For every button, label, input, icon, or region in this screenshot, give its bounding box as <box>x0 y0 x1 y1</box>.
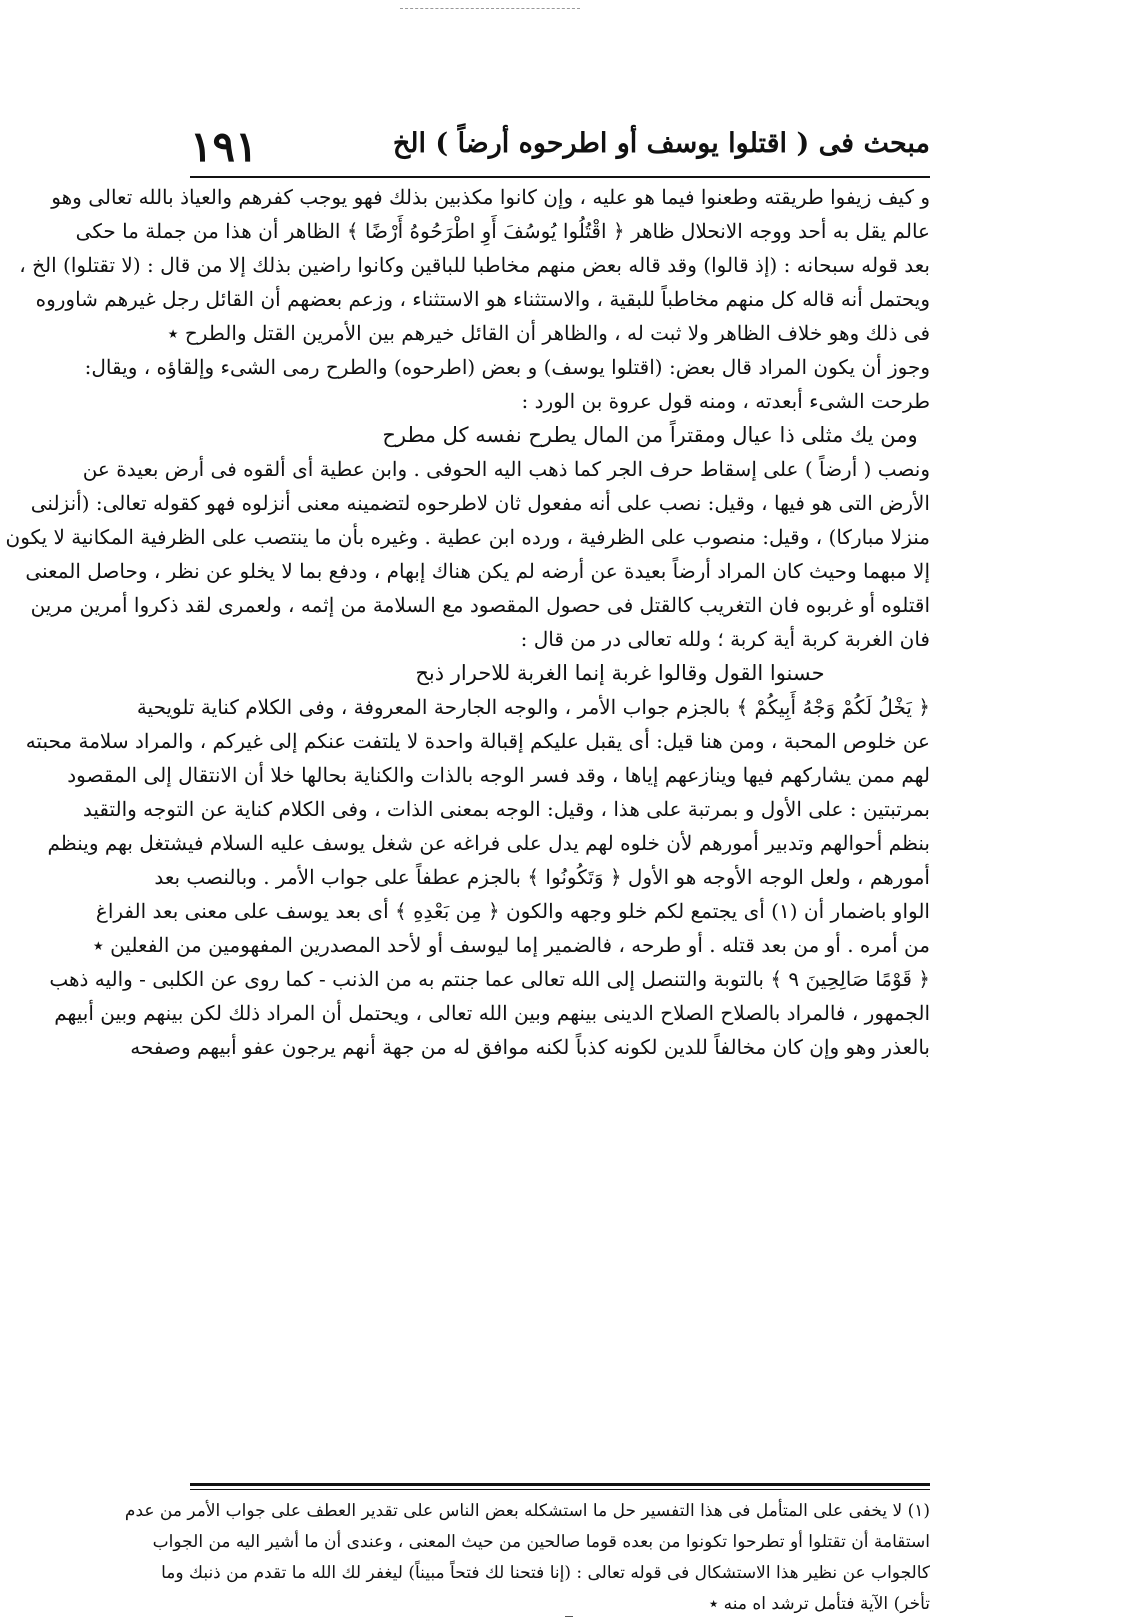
poem-verse: ومن يك مثلى ذا عيال ومقتراً من المال يطرح نفسه كل مطرح <box>382 423 918 447</box>
footnote-line: استقامة أن تقتلوا أو تطرحوا تكونوا من بعده قوما صالحين من حيث المعنى ، وعندى أن ما أشير اليه من الجواب <box>152 1532 930 1552</box>
text-line: الأرض التى هو فيها ، وقيل: نصب على أنه مفعول ثان لاطرحوه لتضمينه معنى أنزلوه فهو كقوله تعالى: (أنزلنى <box>30 491 930 515</box>
text-line: من أمره . أو من بعد قتله . أو طرحه ، فالضمير إما ليوسف أو لأحد المصدرين المفهومين من الفعلين ٭ <box>92 933 930 957</box>
text-line: إلا مبهما وحيث كان المراد أرضاً بعيدة عن أرضه لم يكن هناك إبهام ، ودفع بما لا يخلو عن نظر ، وحاصل المعنى <box>25 559 930 583</box>
text-line: ﴿ يَخْلُ لَكُمْ وَجْهُ أَبِيكُمْ ﴾ بالجزم جواب الأمر ، والوجه الجارحة المعروفة ، وفى الكلام كناية تلويحية <box>136 695 930 719</box>
text-line: عالم يقل به أحد ووجه الانحلال ظاهر ﴿ اقْتُلُوا يُوسُفَ أَوِ اطْرَحُوهُ أَرْضًا ﴾ الظاهر أن هذا من جملة ما حكى <box>75 219 930 243</box>
text-line: اقتلوه أو غربوه فان التغريب كالقتل فى حصول المقصود مع السلامة من إثمه ، ولعمرى لقد ذكروا أمرين مرين <box>30 593 930 617</box>
text-line: أمورهم ، ولعل الوجه الأوجه هو الأول ﴿ وَتَكُونُوا ﴾ بالجزم عطفاً على جواب الأمر . وبالنصب بعد <box>154 865 930 889</box>
text-line: ويحتمل أنه قاله كل منهم مخاطباً للبقية ، والاستثناء هو الاستثناء ، وزعم بعضهم أن القائل رجل غيرهم شاوروه <box>35 287 930 311</box>
text-line: الجمهور ، فالمراد بالصلاح الصلاح الدينى بينهم وبين الله تعالى ، ويحتمل أن المراد ذلك لكن بينهم وبين أبيهم <box>54 1001 930 1025</box>
text-line: منزلا مباركا) ، وقيل: منصوب على الظرفية ، ورده ابن عطية . وغيره بأن ما ينتصب على الظرفية المكانية لا يكون <box>5 525 930 549</box>
footnote <box>124 1496 930 1620</box>
running-title: مبحث فى ( اقتلوا يوسف أو اطرحوه أرضاً ) الخ <box>392 128 930 159</box>
text-line: ﴿ قَوْمًا صَالِحِينَ ٩ ﴾ بالتوبة والتنصل إلى الله تعالى عما جنتم به من الذنب - كما روى عن الكلبى - واليه ذهب <box>49 967 930 991</box>
text-line: الواو باضمار أن (١) أى يجتمع لكم خلو وجهه والكون ﴿ مِن بَعْدِهِ ﴾ أى بعد يوسف على معنى بعد الفراغ <box>95 899 930 923</box>
text-line: بنظم أحوالهم وتدبير أمورهم لأن خلوه لهم يدل على فراغه عن شغل يوسف عليه السلام فيشتغل بهم وينظم <box>47 831 930 855</box>
bottom-dash-mark <box>565 1616 573 1617</box>
main-text <box>5 180 930 1064</box>
text-line: وجوز أن يكون المراد قال بعض: (اقتلوا يوسف) و بعض (اطرحوه) والطرح رمى الشىء وإلقاؤه ، ويقال: <box>84 355 930 379</box>
text-line: و كيف زيفوا طريقته وطعنوا فيما هو عليه ، وإن كانوا مكذبين بذلك فهو يوجب كفرهم والعياذ بالله تعالى وهو <box>51 185 930 209</box>
text-line: لهم ممن يشاركهم فيها وينازعهم إياها ، وقد فسر الوجه بالذات والكناية بحالها خلا أن الانتقال إلى المقصود <box>67 763 930 787</box>
footnote-line: تأخر) الآية فتأمل ترشد اه منه ٭ <box>708 1594 930 1614</box>
footnote-rule-thin <box>190 1489 930 1490</box>
footnote-line: (١) لا يخفى على المتأمل فى هذا التفسير حل ما استشكله بعض الناس على تقدير العطف على جواب الأمر من عدم <box>124 1501 930 1521</box>
page-header <box>190 122 930 178</box>
text-line: طرحت الشىء أبعدته ، ومنه قول عروة بن الورد : <box>521 389 930 413</box>
text-line: عن خلوص المحبة ، ومن هنا قيل: أى يقبل عليكم إقبالة واحدة لا يلتفت عنكم إلى غيركم ، والمراد سلامة محبته <box>25 729 930 753</box>
page-number: ١٩١ <box>190 122 258 171</box>
footnote-line: كالجواب عن نظير هذا الاستشكال فى قوله تعالى : (إنا فتحنا لك فتحاً مبيناً) ليغفر لك الله ما تقدم من ذنبك وما <box>161 1563 930 1583</box>
text-line: فى ذلك وهو خلاف الظاهر ولا ثبت له ، والظاهر أن القائل خيرهم بين الأمرين القتل والطرح ٭ <box>167 321 930 345</box>
text-line: بالعذر وهو وإن كان مخالفاً للدين لكونه كذباً لكنه موافق له من جهة أنهم يرجون عفو أبيهم وصفحه <box>130 1035 930 1059</box>
text-line: فان الغربة كربة أية كربة ؛ ولله تعالى در من قال : <box>520 627 930 651</box>
header-rule <box>190 176 930 178</box>
text-line: ونصب ( أرضاً ) على إسقاط حرف الجر كما ذهب اليه الحوفى . وابن عطية أى ألقوه فى أرض بعيدة عن <box>82 457 930 481</box>
text-line: بعد قوله سبحانه : (إذ قالوا) وقد قاله بعض منهم مخاطبا للباقين وكانوا راضين بذلك إلا من قال : (لا تقتلوا) الخ ، <box>19 253 930 277</box>
footnote-rule <box>190 1483 930 1486</box>
top-dashed-mark <box>400 8 580 9</box>
text-line: بمرتبتين : على الأول و بمرتبة على هذا ، وقيل: الوجه بمعنى الذات ، وفى الكلام كناية عن التوجه والتقيد <box>82 797 930 821</box>
poem-verse: حسنوا القول وقالوا غربة إنما الغربة للاحرار ذبح <box>415 661 825 685</box>
